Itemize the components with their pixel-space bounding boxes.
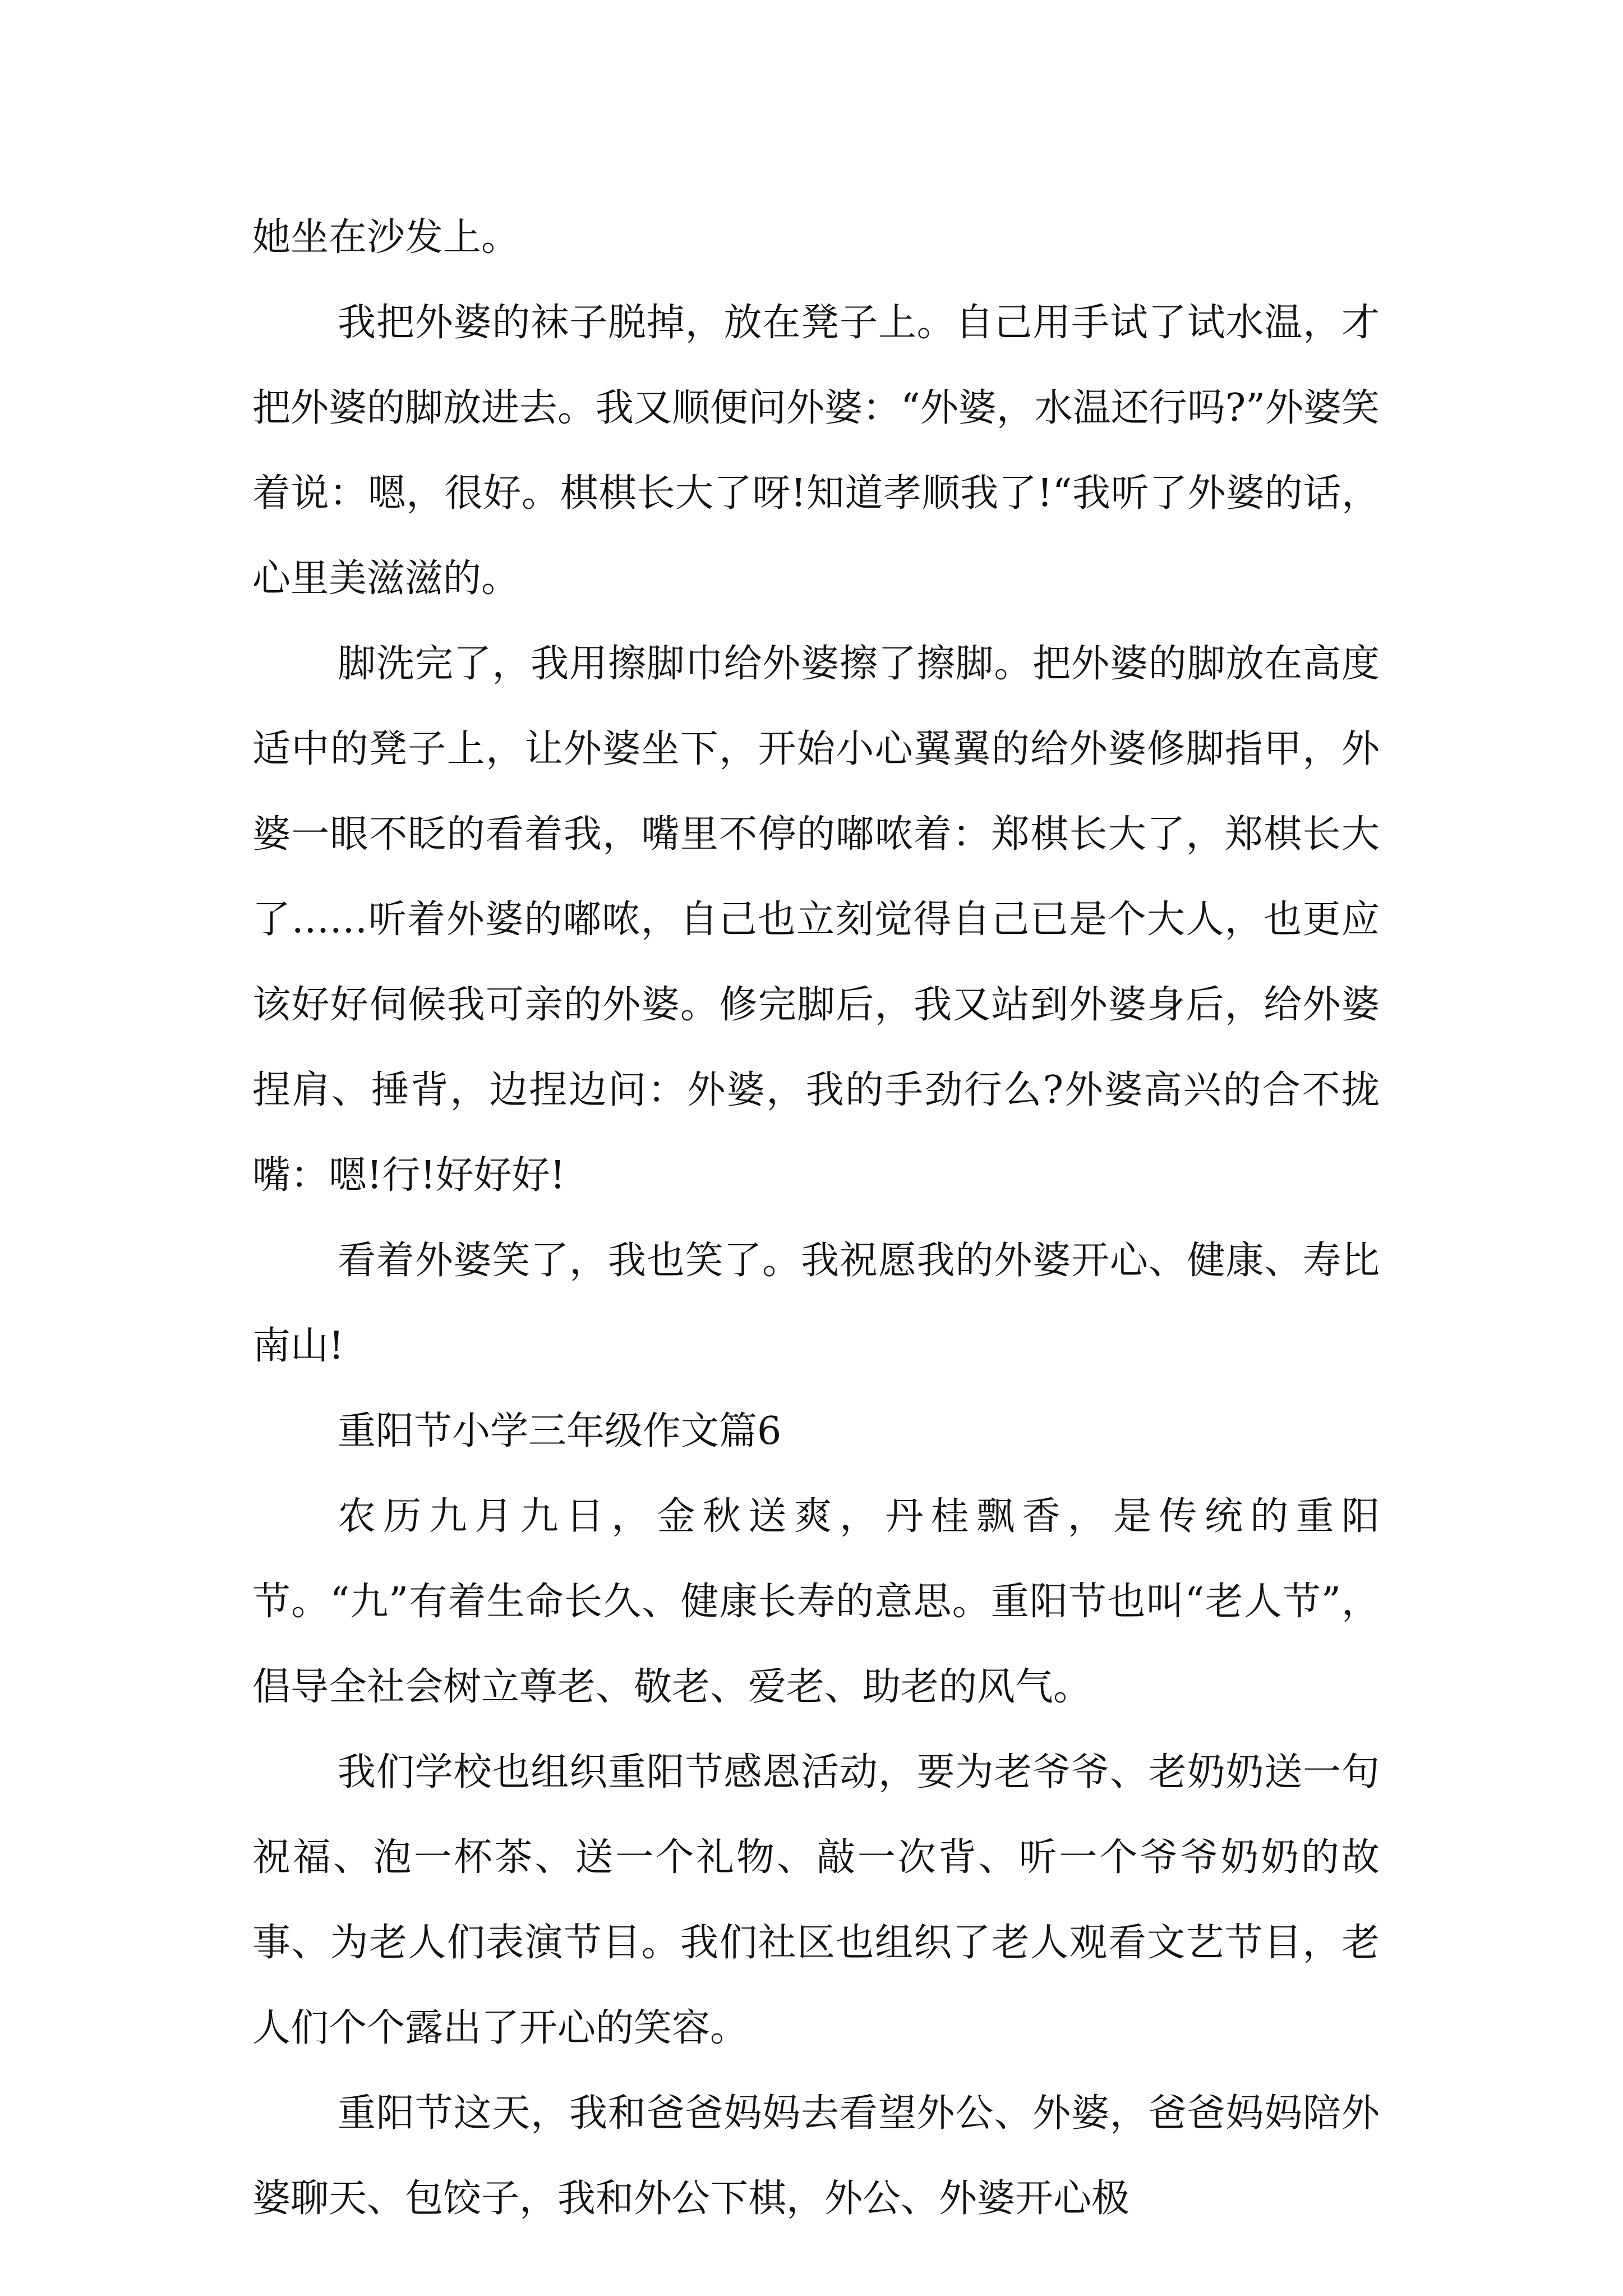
section-heading: 重阳节小学三年级作文篇6 (338, 1409, 782, 1453)
paragraph-festival-intro: 农历九月九日，金秋送爽，丹桂飘香，是传统的重阳节。“九”有着生命长久、健康长寿的意思。重阳节也叫“老人节”，倡导全社会树立尊老、敬老、爱老、助老的风气。 (252, 1494, 1380, 1709)
paragraph-blessing: 看着外婆笑了，我也笑了。我祝愿我的外婆开心、健康、寿比南山! (252, 1239, 1380, 1368)
paragraph-continuation: 她坐在沙发上。 (252, 215, 520, 260)
paragraph-washing-socks: 我把外婆的袜子脱掉，放在凳子上。自己用手试了试水温，才把外婆的脚放进去。我又顺便问外婆：“外婆，水温还行吗?”外婆笑着说：嗯，很好。棋棋长大了呀!知道孝顺我了!“我听了外婆的话，心里美滋滋的。 (252, 301, 1380, 601)
paragraph-trimming-nails: 脚洗完了，我用擦脚巾给外婆擦了擦脚。把外婆的脚放在高度适中的凳子上，让外婆坐下，开始小心翼翼的给外婆修脚指甲，外婆一眼不眨的看着我，嘴里不停的嘟哝着：郑棋长大了，郑棋长大了……听着外婆的嘟哝，自己也立刻觉得自己已是个大人，也更应该好好伺候我可亲的外婆。修完脚后，我又站到外婆身后，给外婆捏肩、捶背，边捏边问：外婆，我的手劲行么?外婆高兴的合不拢嘴：嗯!行!好好好! (252, 642, 1380, 1198)
paragraph-school-activity: 我们学校也组织重阳节感恩活动，要为老爷爷、老奶奶送一句祝福、泡一杯茶、送一个礼物、敲一次背、听一个爷爷奶奶的故事、为老人们表演节目。我们社区也组织了老人观看文艺节目，老人们个个露出了开心的笑容。 (252, 1750, 1380, 2050)
paragraph-family-visit: 重阳节这天，我和爸爸妈妈去看望外公、外婆，爸爸妈妈陪外婆聊天、包饺子，我和外公下棋，外公、外婆开心极 (252, 2091, 1380, 2221)
document-body (252, 195, 1380, 2242)
